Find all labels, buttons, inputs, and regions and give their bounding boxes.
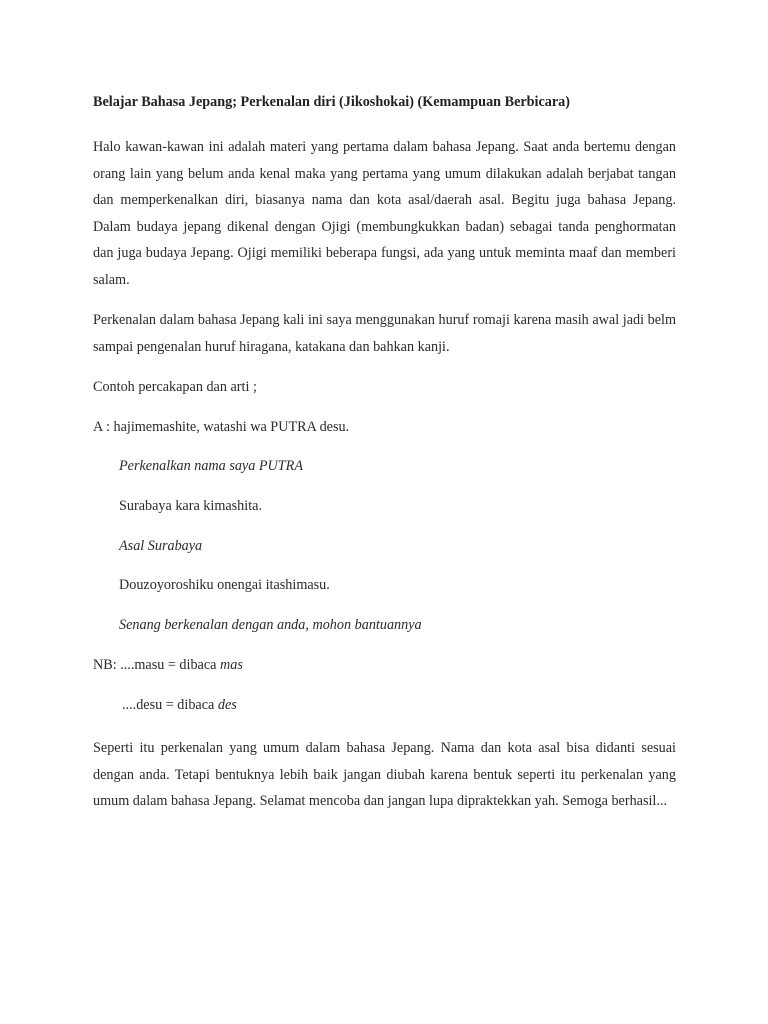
intro-paragraph: Halo kawan-kawan ini adalah materi yang pertama dalam bahasa Jepang. Saat anda bertemu dengan orang lain yang belum anda kenal maka yang pertama yang umum dilakukan adalah berjabat tangan dan memperkenalkan diri, biasanya nama dan kota asal/daerah asal. Begitu juga bahasa Jepang. Dalam budaya jepang dikenal dengan Ojigi (membungkukkan badan) sebagai tanda penghormatan dan juga budaya Jepang. Ojigi memiliki beberapa fungsi, ada yang untuk meminta maaf dan memberi salam. (93, 139, 676, 288)
example-intro: Contoh percakapan dan arti ; (93, 379, 257, 395)
dialog-line: Surabaya kara kimashita. (119, 498, 263, 515)
dialog-line-translation: Perkenalkan nama saya PUTRA (119, 458, 304, 475)
closing-paragraph: Seperti itu perkenalan yang umum dalam bahasa Jepang. Nama dan kota asal bisa didanti sesuai dengan anda. Tetapi bentuknya lebih baik jangan diubah karena bentuk seperti itu perkenalan yang umum dalam bahasa Jepang. Selamat mencoba dan jangan lupa dipraktekkan yah. Semoga berhasil... (93, 740, 676, 810)
romaji-paragraph: Perkenalan dalam bahasa Jepang kali ini saya menggunakan huruf romaji karena masih awal jadi belm sampai pengenalan huruf hiragana, katakana dan bahkan kanji. (93, 312, 676, 355)
dialog-line-translation: Senang berkenalan dengan anda, mohon bantuannya (119, 617, 422, 634)
note-desu (93, 692, 676, 732)
note-desu-text: ....desu = dibaca (122, 696, 218, 713)
document-content (93, 90, 676, 829)
dialog-line: Douzoyoroshiku onengai itashimasu. (119, 577, 330, 594)
document-title: Belajar Bahasa Jepang; Perkenalan diri (Jikoshokai) (Kemampuan Berbicara) (93, 94, 570, 110)
note-masu (93, 652, 676, 692)
dialog-speaker-line: A : hajimemashite, watashi wa PUTRA desu. (93, 418, 350, 435)
note-masu-text: NB: ....masu = dibaca (93, 656, 220, 673)
note-desu-reading: des (217, 696, 237, 713)
dialog-line-translation: Asal Surabaya (119, 537, 203, 554)
note-masu-reading: mas (220, 656, 243, 673)
